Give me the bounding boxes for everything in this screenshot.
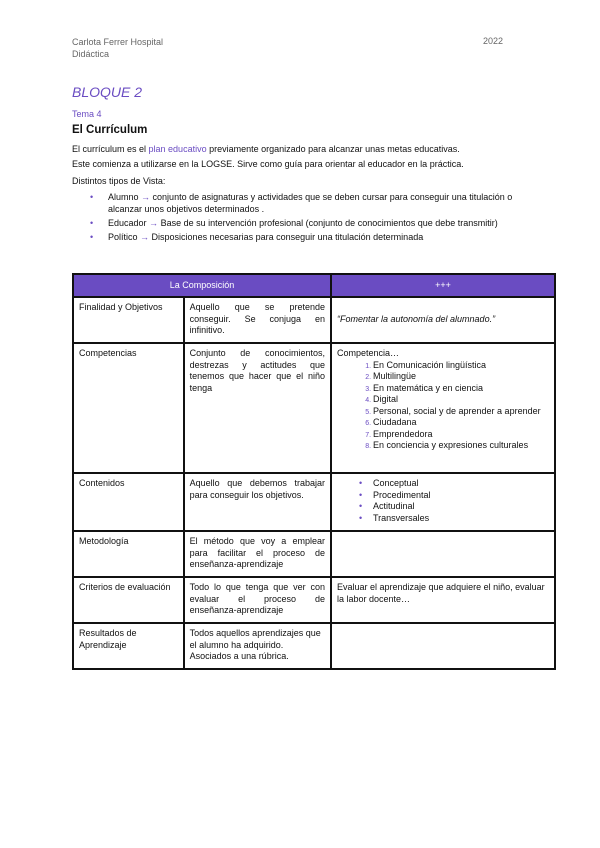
row-desc: Aquello que debemos trabajar para conseguir los objetivos. (184, 473, 331, 531)
list-item: 4. Digital (373, 394, 549, 406)
row-label: Criterios de evaluación (73, 577, 184, 623)
row-label: Resultados de Aprendizaje (73, 623, 184, 669)
list-item: 2. Multilingüe (373, 371, 549, 383)
header-composicion: La Composición (73, 274, 331, 297)
intro-paragraph: El currículum es el plan educativo previamente organizado para alcanzar unas metas educativas. (72, 144, 460, 154)
competencias-list (337, 360, 549, 452)
header-extra: +++ (331, 274, 555, 297)
table-row (73, 473, 555, 531)
row-label: Competencias (73, 343, 184, 473)
list-item: • Procedimental (373, 490, 549, 502)
list-item: • Alumno → conjunto de asignaturas y actividades que se deben cursar para conseguir una titulación o alcanzar unos objetivos determinados . (90, 191, 530, 215)
row-extra: “Fomentar la autonomía del alumnado.” (331, 297, 555, 343)
row-extra (331, 623, 555, 669)
list-item: 8. En conciencia y expresiones culturales (373, 440, 549, 452)
row-extra: Evaluar el aprendizaje que adquiere el niño, evaluar la labor docente… (331, 577, 555, 623)
intro-line-2: Este comienza a utilizarse en la LOGSE. Sirve como guía para orientar al educador en la práctica. (72, 159, 464, 169)
row-extra (331, 531, 555, 577)
row-desc: Todos aquellos aprendizajes que el alumno ha adquirido. Asociados a una rúbrica. (184, 623, 331, 669)
table-row (73, 577, 555, 623)
row-desc: Conjunto de conocimientos, destrezas y actitudes que tenemos que hacer que el niño tenga (184, 343, 331, 473)
list-item: • Educador → Base de su intervención profesional (conjunto de conocimientos que debe transmitir) (90, 217, 530, 229)
list-item: • Político → Disposiciones necesarias para conseguir una titulación determinada (90, 231, 530, 243)
vista-list (90, 191, 530, 245)
table-row (73, 531, 555, 577)
list-item: • Actitudinal (373, 501, 549, 513)
page-header (72, 36, 163, 60)
composition-table (72, 273, 556, 670)
row-label: Finalidad y Objetivos (73, 297, 184, 343)
subject-name: Didáctica (72, 49, 110, 59)
row-extra: Competencia… 1. En Comunicación lingüística 2. Multilingüe 3. En matemática y en ciencia 4. Digital 5. Personal, social y de aprender a aprender 6. Ciudadana 7. Emprendedora 8. En conciencia y expresiones culturales (331, 343, 555, 473)
contenidos-list (337, 478, 549, 524)
list-item: • Transversales (373, 513, 549, 525)
row-extra (331, 473, 555, 531)
table-row (73, 623, 555, 669)
row-label: Metodología (73, 531, 184, 577)
table-row (73, 297, 555, 343)
section-title: BLOQUE 2 (72, 84, 143, 100)
row-label: Contenidos (73, 473, 184, 531)
plan-educativo-link[interactable]: plan educativo (148, 144, 207, 154)
topic-label: Tema 4 (72, 109, 102, 119)
row-desc: Aquello que se pretende conseguir. Se conjuga en infinitivo. (184, 297, 331, 343)
list-item: 6. Ciudadana (373, 417, 549, 429)
table-row (73, 343, 555, 473)
list-item: 1. En Comunicación lingüística (373, 360, 549, 372)
page-title: El Currículum (72, 124, 148, 136)
list-item: 5. Personal, social y de aprender a aprender (373, 406, 549, 418)
list-item: 3. En matemática y en ciencia (373, 383, 549, 395)
list-item: 7. Emprendedora (373, 429, 549, 441)
vista-heading: Distintos tipos de Vista: (72, 176, 166, 186)
author-name: Carlota Ferrer Hospital (72, 37, 164, 47)
year: 2022 (483, 36, 504, 46)
table-header (73, 274, 555, 297)
row-desc: El método que voy a emplear para facilitar el proceso de enseñanza-aprendizaje (184, 531, 331, 577)
row-desc: Todo lo que tenga que ver con evaluar el proceso de enseñanza-aprendizaje (184, 577, 331, 623)
list-item: • Conceptual (373, 478, 549, 490)
